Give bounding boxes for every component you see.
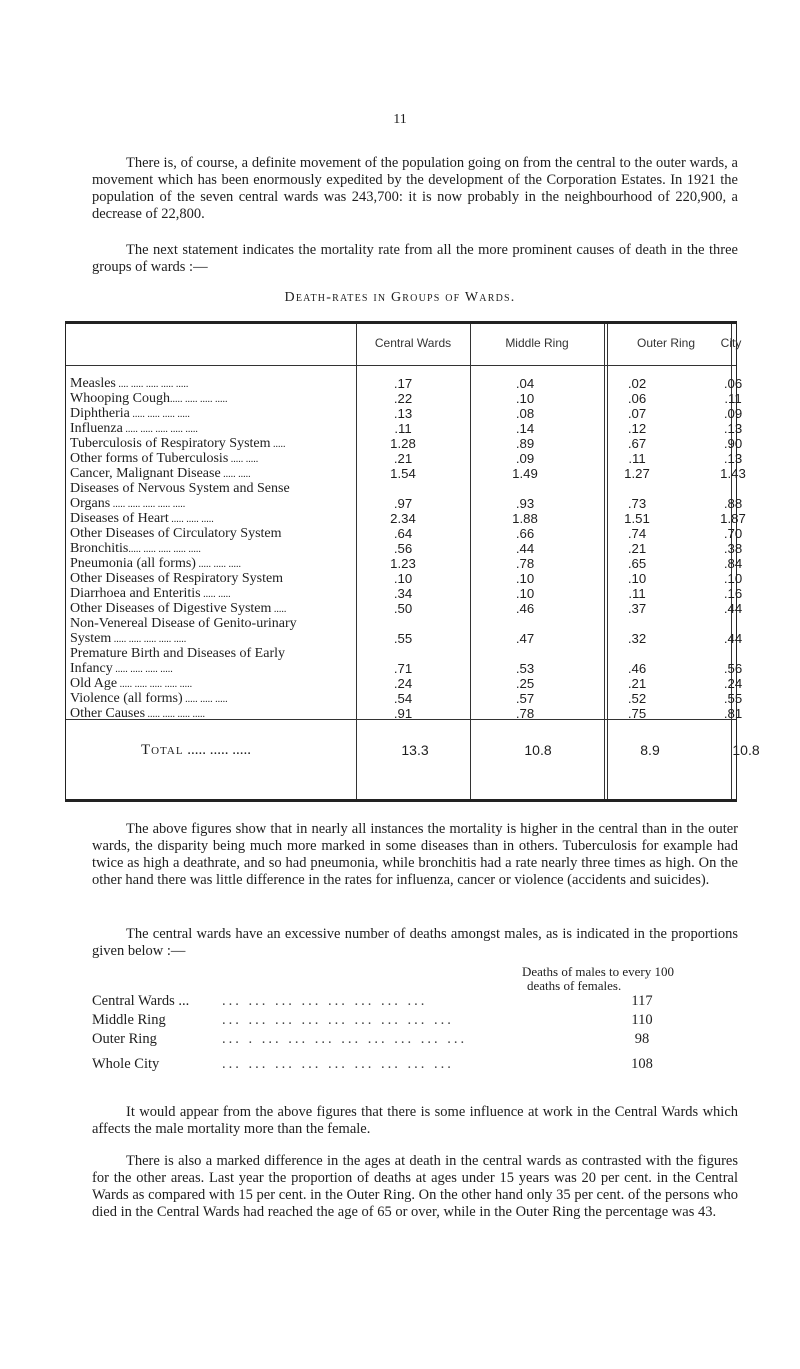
proportions-header: Deaths of males to every 100 deaths of females.: [522, 964, 674, 993]
row-label: Other Causes ..... ..... ..... .....: [70, 706, 206, 721]
value-central: .13: [393, 406, 413, 421]
value-outer: .74: [627, 526, 647, 541]
value-central: .34: [393, 586, 413, 601]
header-central-wards: Central Wards: [374, 336, 452, 350]
total-outer: 8.9: [640, 742, 660, 758]
value-central: .50: [393, 601, 413, 616]
value-middle: .89: [515, 436, 535, 451]
table-row: [66, 586, 743, 601]
row-label: Diseases of Heart ..... ..... .....: [70, 511, 214, 526]
value-middle: .93: [515, 496, 535, 511]
header-outer-ring: Outer Ring: [636, 336, 696, 350]
row-leader-dots: ..... .....: [220, 469, 251, 480]
value-city: 1.87: [720, 511, 746, 526]
proportion-value: 98: [634, 1031, 650, 1047]
total-middle: 10.8: [524, 742, 552, 758]
row-label: Old Age ..... ..... ..... ..... .....: [70, 676, 193, 691]
row-label: Other forms of Tuberculosis ..... .....: [70, 451, 259, 466]
row-leader-dots: .....: [270, 439, 286, 450]
table-row: [66, 391, 742, 406]
table-row: [66, 691, 743, 706]
table-row: [66, 481, 743, 511]
page-number: 11: [393, 112, 407, 127]
value-middle: .10: [515, 391, 535, 406]
row-leader-dots: ..... ..... ..... ..... .....: [110, 499, 186, 510]
row-leader-dots: .....: [271, 604, 287, 615]
row-label: Diarrhoea and Enteritis ..... .....: [70, 586, 231, 601]
row-leader-dots: ..... ..... .....: [195, 559, 241, 570]
table-row: [66, 526, 743, 541]
table-row: [66, 556, 743, 571]
value-middle: .10: [515, 571, 535, 586]
value-city: .24: [723, 676, 743, 691]
value-city: .70: [723, 526, 743, 541]
value-city: .09: [723, 406, 743, 421]
value-outer: .46: [627, 661, 647, 676]
proportion-leader-dots: ... ... ... ... ... ... ... ... ...: [222, 1056, 454, 1072]
table-row: [66, 421, 743, 436]
value-city: .16: [723, 586, 743, 601]
value-outer: .21: [627, 676, 647, 691]
value-middle: 1.49: [512, 466, 538, 481]
value-city: .13: [723, 421, 743, 436]
value-outer: .73: [627, 496, 647, 511]
value-city: .38: [723, 541, 743, 556]
value-middle: .04: [515, 376, 535, 391]
proportion-row: [92, 1012, 732, 1029]
value-middle: .47: [515, 631, 535, 646]
value-outer: .67: [627, 436, 647, 451]
row-label: Diseases of Nervous System and Sense: [70, 481, 290, 496]
closing-paragraph-1: It would appear from the above figures that there is some influence at work in the Central Wards which affects the male mortality more than the female.: [92, 1104, 738, 1137]
row-label: Diphtheria ..... ..... ..... .....: [70, 406, 190, 421]
row-label: Other Diseases of Respiratory System: [70, 571, 284, 586]
death-rates-table: [65, 321, 760, 802]
table-row: [66, 646, 743, 676]
row-leader-dots: ..... ..... .....: [168, 514, 214, 525]
row-label: Non-Venereal Disease of Genito-urinary: [70, 616, 297, 631]
proportion-row: [92, 1031, 732, 1048]
total-label: Total ..... ..... .....: [140, 742, 252, 758]
table-row: [66, 376, 743, 391]
table-row: [66, 571, 743, 586]
value-outer: .07: [627, 406, 647, 421]
row-label: Measles .... ..... ..... ..... .....: [70, 376, 189, 391]
row-leader-dots: .... ..... ..... ..... .....: [115, 379, 189, 390]
row-label: Other Diseases of Digestive System .....: [70, 601, 287, 616]
value-outer: 1.51: [624, 511, 650, 526]
value-central: .24: [393, 676, 413, 691]
intro-paragraph-2: The next statement indicates the mortality rate from all the more prominent causes of death in the three groups of wards :—: [92, 242, 738, 275]
table-row: [66, 451, 743, 466]
value-central: .91: [393, 706, 413, 721]
row-label: Violence (all forms) ..... ..... .....: [70, 691, 228, 706]
proportion-label: Whole City: [92, 1056, 160, 1072]
value-middle: .09: [515, 451, 535, 466]
value-central: 1.23: [390, 556, 416, 571]
header-city: City: [720, 336, 742, 350]
value-central: .21: [393, 451, 413, 466]
value-city: .11: [724, 391, 742, 406]
proportion-label: Outer Ring: [92, 1031, 157, 1047]
intro-paragraph-1: There is, of course, a definite movement of the population going on from the central to the outer wards, a movement which has been enormously expedited by the development of the Corporation Estates. In 1921 the population of the seven central wards was 243,700: it is now probably in the neighbourhood of 220,900, a decrease of 22,800.: [92, 155, 738, 222]
value-middle: .46: [515, 601, 535, 616]
row-leader-dots: ..... .....: [200, 589, 231, 600]
value-outer: .21: [627, 541, 647, 556]
value-middle: .78: [515, 706, 535, 721]
value-city: .06: [723, 376, 743, 391]
total-central: 13.3: [401, 742, 429, 758]
value-middle: .66: [515, 526, 535, 541]
table-row: [66, 541, 743, 556]
table-row: [66, 436, 743, 451]
value-central: .97: [393, 496, 413, 511]
value-outer: .12: [627, 421, 647, 436]
value-central: .55: [393, 631, 413, 646]
row-label-continued: System ..... ..... ..... ..... .....: [70, 631, 187, 646]
value-central: 1.28: [390, 436, 416, 451]
value-central: .64: [393, 526, 413, 541]
table-title: Death-rates in Groups of Wards.: [284, 290, 516, 305]
value-middle: .14: [515, 421, 535, 436]
value-central: 2.34: [390, 511, 416, 526]
total-city: 10.8: [732, 742, 760, 758]
value-city: 1.43: [720, 466, 746, 481]
value-outer: .06: [627, 391, 647, 406]
value-middle: .10: [515, 586, 535, 601]
row-leader-dots: ..... ..... .....: [182, 694, 228, 705]
table-row: [66, 676, 743, 691]
value-middle: .08: [515, 406, 535, 421]
row-label: Cancer, Malignant Disease ..... .....: [70, 466, 251, 481]
row-label-continued: Infancy ..... ..... ..... .....: [70, 661, 173, 676]
value-city: .10: [723, 571, 743, 586]
row-label: Influenza ..... ..... ..... ..... .....: [70, 421, 198, 436]
value-outer: .32: [627, 631, 647, 646]
row-label: Whooping Cough..... ..... ..... .....: [70, 391, 228, 406]
row-label: Bronchitis..... ..... ..... ..... .....: [70, 541, 201, 556]
proportion-leader-dots: ... . ... ... ... ... ... ... ... ...: [222, 1031, 468, 1047]
proportion-row: [92, 993, 732, 1010]
value-outer: .65: [627, 556, 647, 571]
row-leader-dots: ..... .....: [228, 454, 259, 465]
value-outer: .52: [627, 691, 647, 706]
row-leader-dots: ..... ..... ..... .....: [169, 394, 228, 405]
closing-paragraph-2: There is also a marked difference in the ages at death in the central wards as contrasted with the figures for the other areas. Last year the proportion of deaths at ages under 15 years was 20 per cent. in the Central Wards as compared with 15 per cent. in the Outer Ring. On the other hand only 35 per cent. of the persons who died in the Central Wards had reached the age of 65 or over, while in the Outer Ring the percentage was 43.: [92, 1153, 738, 1220]
row-leader-dots: ..... ..... ..... ..... .....: [122, 424, 198, 435]
value-outer: .37: [627, 601, 647, 616]
proportion-label: Central Wards ...: [92, 993, 190, 1009]
table-row: [66, 616, 743, 646]
value-city: .44: [723, 631, 743, 646]
value-city: .90: [723, 436, 743, 451]
row-leader-dots: ..... ..... ..... .....: [112, 664, 173, 675]
row-leader-dots: ..... ..... ..... .....: [129, 409, 190, 420]
value-middle: .57: [515, 691, 535, 706]
value-central: .56: [393, 541, 413, 556]
table-row: [66, 466, 746, 481]
row-label-continued: Organs ..... ..... ..... ..... .....: [70, 496, 186, 511]
row-label: Pneumonia (all forms) ..... ..... .....: [70, 556, 241, 571]
value-middle: .53: [515, 661, 535, 676]
value-city: .81: [723, 706, 743, 721]
value-central: 1.54: [390, 466, 416, 481]
row-leader-dots: ..... ..... ..... ..... .....: [128, 544, 201, 555]
row-label: Premature Birth and Diseases of Early: [70, 646, 285, 661]
value-central: .11: [394, 421, 412, 436]
row-label: Tuberculosis of Respiratory System .....: [70, 436, 286, 451]
value-outer: .10: [627, 571, 647, 586]
value-central: .71: [393, 661, 413, 676]
value-middle: .78: [515, 556, 535, 571]
table-row: [66, 406, 743, 421]
value-outer: .11: [628, 586, 646, 601]
value-middle: .44: [515, 541, 535, 556]
value-middle: .25: [515, 676, 535, 691]
header-middle-ring: Middle Ring: [505, 336, 569, 350]
value-central: .10: [393, 571, 413, 586]
discussion-paragraph-1: The above figures show that in nearly all instances the mortality is higher in the central than in the outer wards, the disparity being much more marked in some diseases than in others. Tuberculosis for example had twice as high a deathrate, and so had pneumonia, while bronchitis had a rate nearly three times as high. On the other hand there was little difference in the rates for influenza, cancer or violence (accidents and suicides).: [92, 821, 738, 888]
value-city: .88: [723, 496, 743, 511]
row-leader-dots: ..... ..... ..... ..... .....: [111, 634, 187, 645]
table-row: [66, 511, 746, 526]
row-leader-dots: ..... ..... ..... .....: [145, 709, 206, 720]
table-row: [66, 601, 743, 616]
value-city: .56: [723, 661, 743, 676]
discussion-paragraph-2: The central wards have an excessive number of deaths amongst males, as is indicated in the proportions given below :—: [92, 926, 738, 959]
proportion-leader-dots: ... ... ... ... ... ... ... ...: [222, 993, 428, 1009]
value-city: .55: [723, 691, 743, 706]
value-central: .54: [393, 691, 413, 706]
proportion-row: [92, 1056, 732, 1073]
proportion-value: 110: [631, 1012, 653, 1028]
row-label: Other Diseases of Circulatory System: [70, 526, 282, 541]
value-city: .44: [723, 601, 743, 616]
value-outer: .02: [627, 376, 647, 391]
value-central: .17: [393, 376, 413, 391]
proportion-label: Middle Ring: [92, 1012, 166, 1028]
value-central: .22: [393, 391, 413, 406]
proportion-leader-dots: ... ... ... ... ... ... ... ... ...: [222, 1012, 454, 1028]
row-leader-dots: ..... ..... ..... ..... .....: [117, 679, 193, 690]
proportion-value: 117: [631, 993, 653, 1009]
table-row: [66, 706, 743, 721]
value-outer: 1.27: [624, 466, 650, 481]
proportion-value: 108: [631, 1056, 653, 1072]
value-outer: .11: [628, 451, 646, 466]
value-outer: .75: [627, 706, 647, 721]
value-city: .13: [723, 451, 743, 466]
value-middle: 1.88: [512, 511, 538, 526]
value-city: .84: [723, 556, 743, 571]
